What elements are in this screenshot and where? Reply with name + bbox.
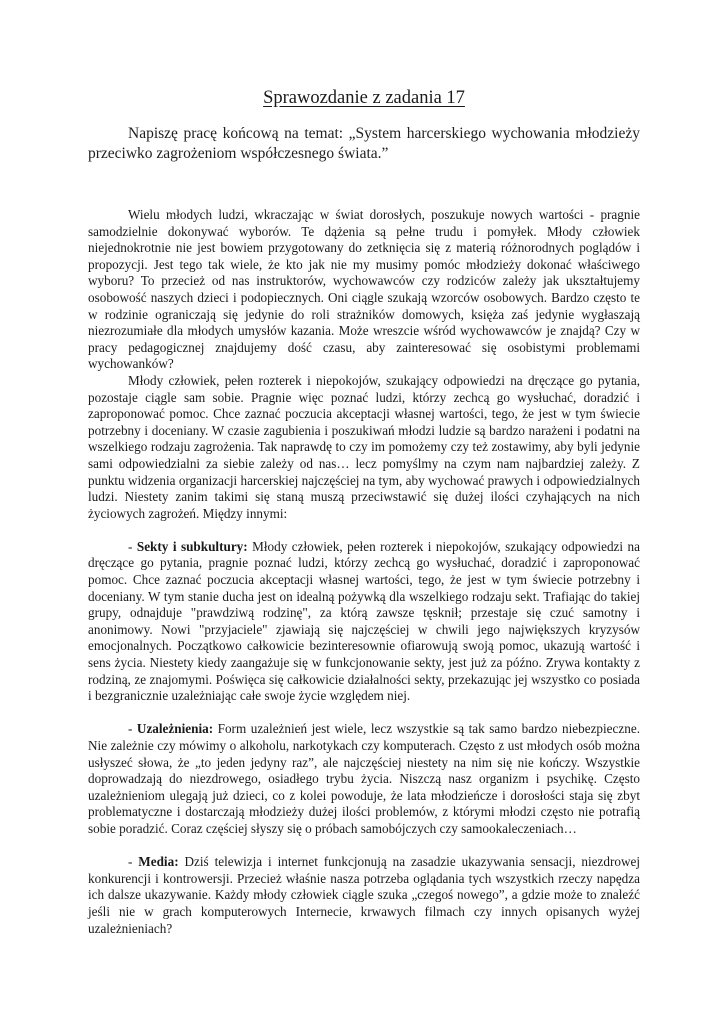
section-prefix: - [128,721,137,737]
section-heading-media: Media: [138,854,179,870]
section-sects [88,539,640,705]
section-prefix: - [128,538,137,554]
section-text-sects: Młody człowiek, pełen rozterek i niepokojów, szukający odpowiedzi na dręczące go pytania, pragnie poznać ludzi, którzy zechcą go wysłuchać, doradzić i zaproponować pomoc. Chce zaznać poczucia akceptacji własnej wartości, tego, że jest w tym świecie potrzebny i doceniany. W tym stanie ducha jest on idealną pożywką dla wszelkiego rodzaju sekt. Trafiając do takiej grupy, odnajduje "prawdziwą rodzinę", za którą zawsze tęsknił; przestaje się czuć samotny i anonimowy. Nowi "przyjaciele" zjawiają się najczęściej w chwili jego największych kryzysów emocjonalnych. Początkowo całkowicie bezinteresownie ofiarowują swoją pomoc, ukazują wartość i sens życia. Niestety kiedy zaangażuje się w funkcjonowanie sekty, jest już za późno. Zrywa kontakty z rodziną, ze znajomymi. Poświęca się całkowicie działalności sekty, przekazując jej wszystko co posiada i bezgranicznie uzależniając całe swoje życie względem niej. [88,538,640,704]
section-prefix: - [128,854,139,870]
paragraph-young-person: Młody człowiek, pełen rozterek i niepokojów, szukający odpowiedzi na dręczące go pytania, pozostaje ciągle sam sobie. Pragnie więc poznać ludzi, którzy zechcą go wysłuchać, doradzić i zaproponować pomoc. Chce zaznać poczucia akceptacji własnej wartości, tego, że jest w tym świecie potrzebny i doceniany. W czasie zagubienia i poszukiwań młodzi ludzie są bardzo narażeni i podatni na wszelkiego rodzaju zagrożenia. Tak naprawdę to czy im pomożemy czy też zostawimy, aby byli jedynie sami odpowiedzialni za siebie zależy od nas… lecz pomyślmy na czym nam najbardziej zależy. Z punktu widzenia organizacji harcerskiej najczęściej na tym, aby wychować prawych i odpowiedzialnych ludzi. Niestety zanim takimi się staną muszą przeciwstawić się dużej ilości czyhających na nich życiowych zagrożeń. Między innymi: [88,372,640,521]
section-addictions [88,721,640,837]
document-body [88,207,640,937]
section-heading-sects: Sekty i subkultury: [136,538,248,554]
document-title: Sprawozdanie z zadania 17 [263,88,465,108]
section-text-addictions: Form uzależnień jest wiele, lecz wszystkie są tak samo bardzo niebezpieczne. Nie zależnie czy mówimy o alkoholu, narkotykach czy komputerach. Często z ust młodych osób można usłyszeć słowa, że „to jeden jedyny raz”, ale najczęściej niestety na nim się nie kończy. Wszystkie doprowadzają do niezdrowego, osiadłego trybu życia. Niszczą nasz organizm i psychikę. Często uzależnieniom ulegają już dzieci, co z kolei powoduje, że lata młodzieńcze i dorosłości staja się zbyt problematyczne i dostarczają młodzieży dużej ilości problemów, z którymi młodzi często nie potrafią sobie poradzić. Coraz częściej słyszy się o próbach samobójczych czy samookaleczeniach… [88,721,640,836]
section-media [88,854,640,937]
paragraph-intro: Wielu młodych ludzi, wkraczając w świat dorosłych, poszukuje nowych wartości - pragnie samodzielnie dokonywać wyborów. Te dążenia są pełne trudu i pomyłek. Młody człowiek niejednokrotnie nie jest bowiem przygotowany do zetknięcia się z materią różnorodnych poglądów i propozycji. Jest tego tak wiele, że kto jak nie my musimy pomóc młodzieży dokonać właściwego wyboru? To przecież od nas instruktorów, wychowawców czy rodziców zależy jak ukształtujemy osobowość naszych dzieci i podopiecznych. Oni ciągle szukają wzorców osobowych. Bardzo często te w rodzinie ograniczają się jedynie do roli strażników domowych, księża zaś jedynie wygłaszają niezrozumiałe dla młodych umysłów kazania. Może wreszcie wśród wychowawców je znajdą? Czy w pracy pedagogicznej znajdujemy dość czasu, aby zainteresować się osobistymi problemami wychowanków? [88,207,640,372]
section-heading-addictions: Uzależnienia: [136,721,214,737]
section-text-media: Dziś telewizja i internet funkcjonują na zasadzie ukazywania sensacji, niezdrowej konkurencji i kontrowersji. Przecież właśnie nasza potrzeba oglądania tych wszystkich rzeczy napędza ich dalsze ukazywanie. Każdy młody człowiek ciągle szuka „czegoś nowego”, a gdzie może to znaleźć jeśli nie w grach komputerowych Internecie, krwawych filmach czy innych opisanych wyżej uzależnieniach? [88,854,640,936]
topic-statement: Napiszę pracę końcową na temat: „System harcerskiego wychowania młodzieży przeciwko zagrożeniom współczesnego świata.” [88,125,640,162]
